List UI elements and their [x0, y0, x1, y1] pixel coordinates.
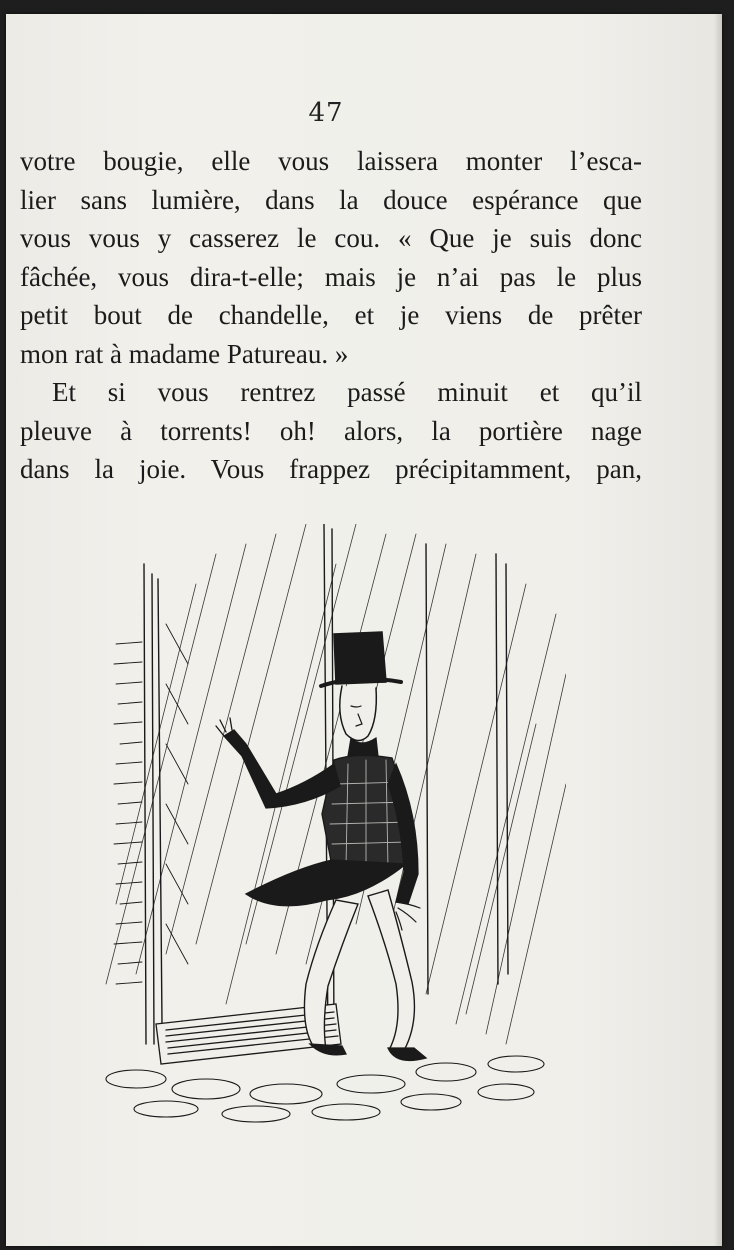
page-edge-shadow: [714, 14, 722, 1246]
left-shoe: [310, 1044, 346, 1055]
cobblestones: [106, 1056, 544, 1122]
text-line: lier sans lumière, dans la douce espérance que: [20, 184, 642, 215]
text-line: mon rat à madame Patureau. »: [20, 338, 349, 369]
book-page: [6, 14, 722, 1246]
text-line: pleuve à torrents! oh! alors, la portière nage: [20, 415, 642, 446]
top-hat: [334, 632, 386, 684]
text-line: Et si vous rentrez passé minuit et qu’il: [52, 377, 642, 407]
raised-arm: [224, 730, 340, 808]
text-line: dans la joie. Vous frappez précipitamment, pan,: [20, 454, 642, 484]
figure-man: [216, 632, 426, 1060]
text-line: petit bout de chandelle, et je viens de prêter: [20, 300, 642, 330]
right-shoe: [388, 1048, 426, 1060]
text-line: votre bougie, elle vous laissera monter l’esca-: [20, 146, 642, 176]
page-number: 47: [308, 98, 344, 128]
wall-hatching: [114, 624, 188, 984]
body-text: [20, 142, 642, 489]
rain-man-illustration: [96, 524, 566, 1124]
text-line: vous vous y casserez le cou. « Que je suis donc: [20, 223, 642, 253]
head: [340, 686, 377, 741]
text-line: fâchée, vous dira-t-elle; mais je n’ai pas le plus: [20, 261, 642, 292]
